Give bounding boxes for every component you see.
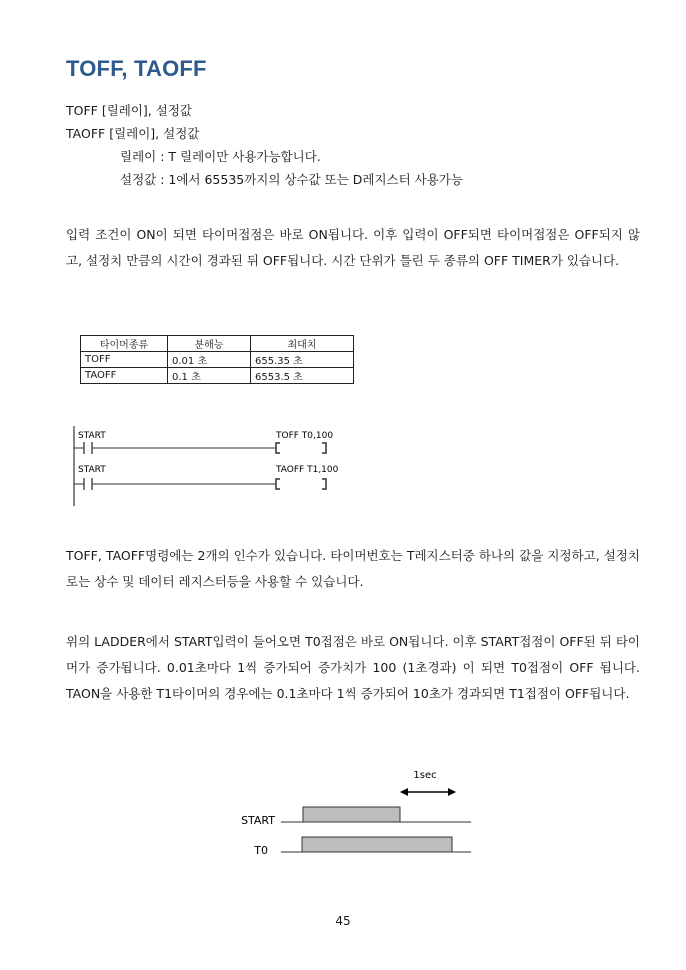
rung-1-instruction-label: TOFF T0,100 (276, 431, 334, 441)
definition-setvalue: 설정값 : 1에서 65535까지의 상수값 또는 D레지스터 사용가능 (120, 172, 463, 187)
rung-2-contact-label: START (78, 465, 106, 475)
table-cell: 6553.5 초 (251, 368, 354, 384)
definition-toff: TOFF [릴레이], 설정값 (66, 103, 192, 118)
duration-label: 1sec (413, 770, 437, 781)
table-cell: 0.1 초 (168, 368, 251, 384)
instruction-close-bracket-icon (322, 443, 326, 453)
start-pulse (303, 807, 400, 822)
table-cell: TAOFF (81, 368, 168, 384)
definition-taoff: TAOFF [릴레이], 설정값 (66, 126, 200, 141)
ladder-diagram (70, 424, 360, 508)
rung-2-instruction-label: TAOFF T1,100 (276, 465, 339, 475)
page-title: TOFF, TAOFF (66, 56, 207, 81)
table-cell: 0.01 초 (168, 352, 251, 368)
instruction-open-bracket-icon (276, 443, 280, 453)
double-arrow-icon (400, 788, 456, 796)
table-row (81, 352, 354, 368)
instruction-open-bracket-icon (276, 479, 280, 489)
instruction-close-bracket-icon (322, 479, 326, 489)
paragraph-intro: 입력 조건이 ON이 되면 타이머접점은 바로 ON됩니다. 이후 입력이 OFF되면 타이머접점은 OFF되지 않고, 설정치 만큼의 시간이 경과된 뒤 OFF됩니다. 시간 단위가 틀린 두 종류의 OFF TIMER가 있습니다. (66, 227, 640, 268)
table-cell: TOFF (81, 352, 168, 368)
ladder-rung-1 (74, 431, 333, 454)
paragraph-arguments: TOFF, TAOFF명령에는 2개의 인수가 있습니다. 타이머번호는 T레지스터중 하나의 값을 지정하고, 설정치로는 상수 및 데이터 레지스터등을 사용할 수 있습니다. (66, 548, 640, 589)
table-header: 최대치 (251, 336, 354, 352)
definition-relay: 릴레이 : T 릴레이만 사용가능합니다. (120, 149, 321, 164)
t0-pulse (302, 837, 452, 852)
timer-spec-table (80, 335, 354, 384)
signal-label-t0: T0 (254, 844, 268, 857)
rung-1-contact-label: START (78, 431, 106, 441)
table-header-row (81, 336, 354, 352)
table-header: 분해능 (168, 336, 251, 352)
ladder-rung-2 (74, 465, 339, 490)
table-cell: 655.35 초 (251, 352, 354, 368)
timing-diagram (225, 765, 485, 865)
signal-label-start: START (241, 814, 275, 827)
page-number: 45 (335, 914, 351, 928)
table-header: 타이머종류 (81, 336, 168, 352)
table-row (81, 368, 354, 384)
paragraph-ladder-explanation: 위의 LADDER에서 START입력이 들어오면 T0접점은 바로 ON됩니다. 이후 START접점이 OFF된 뒤 타이머가 증가됩니다. 0.01초마다 1씩 증가되어 증가치가 100 (1초경과) 이 되면 T0접점이 OFF 됩니다. TAON을 사용한 T1타이머의 경우에는 0.1초마다 1씩 증가되어 10초가 경과되면 T1접점이 OFF됩니다. (66, 634, 640, 701)
